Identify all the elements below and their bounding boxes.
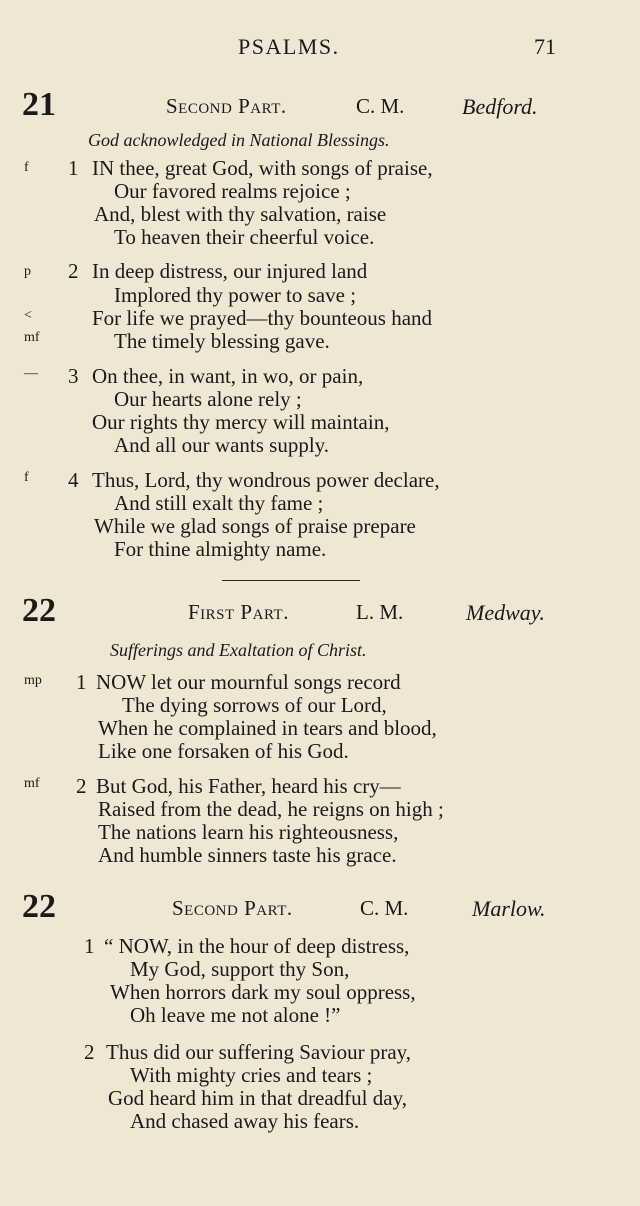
page-number: 71	[534, 34, 556, 59]
hymn-meter: C. M.	[356, 94, 405, 118]
hymn-tune: Medway.	[466, 600, 545, 625]
verse-number: 1	[84, 934, 95, 958]
dynamic-mark: <	[24, 308, 32, 323]
verse-line: And humble sinners taste his grace.	[98, 843, 397, 867]
verse-number: 1	[68, 156, 79, 180]
verse-line: While we glad songs of praise prepare	[94, 514, 416, 538]
dynamic-mark: mp	[24, 673, 42, 688]
hymn-number: 22	[22, 888, 56, 925]
hymn-part: First Part.	[188, 600, 289, 624]
verse-number: 3	[68, 364, 79, 388]
verse-line: Thus, Lord, thy wondrous power declare,	[92, 468, 440, 492]
section-divider	[222, 580, 360, 581]
verse-line: IN thee, great God, with songs of praise,	[92, 156, 433, 180]
dynamic-mark: f	[24, 470, 29, 485]
hymn-subtitle: Sufferings and Exaltation of Christ.	[110, 640, 367, 660]
verse-line: But God, his Father, heard his cry—	[96, 774, 401, 798]
dynamic-mark: mf	[24, 776, 40, 791]
running-header-title: PSALMS.	[238, 34, 340, 59]
verse-line: To heaven their cheerful voice.	[114, 225, 375, 249]
dynamic-mark: mf	[24, 330, 40, 345]
hymn-part: Second Part.	[172, 896, 293, 920]
verse-line: Implored thy power to save ;	[114, 283, 357, 307]
hymn-part: Second Part.	[166, 94, 287, 118]
verse-line: Oh leave me not alone !”	[130, 1003, 341, 1027]
verse-number: 2	[76, 774, 87, 798]
verse-line: Raised from the dead, he reigns on high ;	[98, 797, 444, 821]
dynamic-mark: f	[24, 160, 29, 175]
verse-line: When horrors dark my soul oppress,	[110, 980, 416, 1004]
hymn-subtitle: God acknowledged in National Blessings.	[88, 130, 390, 150]
verse-line: NOW let our mournful songs record	[96, 670, 401, 694]
verse-line: “ NOW, in the hour of deep distress,	[104, 934, 410, 958]
verse-line: The dying sorrows of our Lord,	[122, 693, 387, 717]
hymn-tune: Marlow.	[472, 896, 546, 921]
verse-line: For thine almighty name.	[114, 537, 327, 561]
hymn-number: 22	[22, 592, 56, 629]
hymn-tune: Bedford.	[462, 94, 538, 119]
verse-line: With mighty cries and tears ;	[130, 1063, 373, 1087]
verse-line: And all our wants supply.	[114, 433, 330, 457]
verse-number: 2	[68, 259, 79, 283]
verse-line: Like one forsaken of his God.	[98, 739, 349, 763]
verse-number: 2	[84, 1040, 95, 1064]
verse-line: God heard him in that dreadful day,	[108, 1086, 407, 1110]
verse-line: Our rights thy mercy will maintain,	[92, 410, 390, 434]
verse-number: 4	[68, 468, 79, 492]
hymn-meter: L. M.	[356, 600, 404, 624]
hymn-meter: C. M.	[360, 896, 409, 920]
verse-line: And still exalt thy fame ;	[114, 491, 324, 515]
verse-line: And chased away his fears.	[130, 1109, 360, 1133]
verse-line: And, blest with thy salvation, raise	[94, 202, 387, 226]
verse-line: Our favored realms rejoice ;	[114, 179, 351, 203]
verse-line: When he complained in tears and blood,	[98, 716, 437, 740]
verse-line: My God, support thy Son,	[130, 957, 350, 981]
dynamic-mark: —	[24, 366, 38, 381]
verse-line: In deep distress, our injured land	[92, 259, 368, 283]
verse-line: On thee, in want, in wo, or pain,	[92, 364, 364, 388]
hymn-number: 21	[22, 86, 56, 123]
verse-line: For life we prayed—thy bounteous hand	[92, 306, 433, 330]
verse-line: The nations learn his righteousness,	[98, 820, 399, 844]
verse-line: The timely blessing gave.	[114, 329, 330, 353]
verse-number: 1	[76, 670, 87, 694]
dynamic-mark: p	[24, 264, 31, 279]
verse-line: Thus did our suffering Saviour pray,	[106, 1040, 412, 1064]
verse-line: Our hearts alone rely ;	[114, 387, 302, 411]
